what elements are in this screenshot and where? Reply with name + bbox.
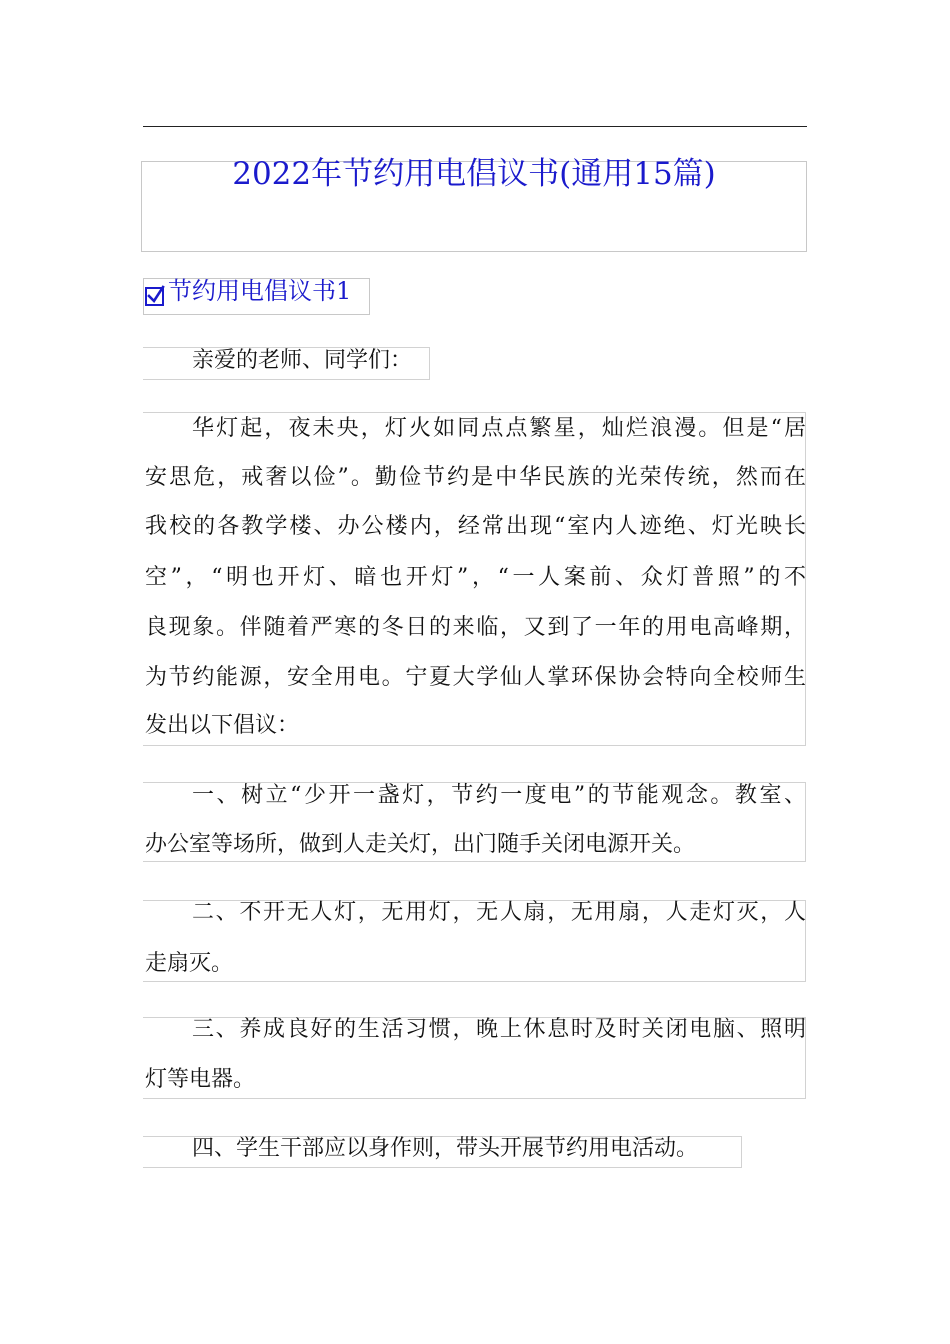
paragraph-line: 为节约能源，安全用电。宁夏大学仙人掌环保协会特向全校师生 — [145, 665, 806, 690]
item-line: 三、养成良好的生活习惯，晚上休息时及时关闭电脑、照明 — [192, 1017, 806, 1042]
section-heading: 节约用电倡议书1 — [168, 277, 352, 305]
paragraph-line: 华灯起，夜未央，灯火如同点点繁星，灿烂浪漫。但是“居 — [192, 416, 806, 441]
item-line: 二、不开无人灯，无用灯，无人扇，无用扇，人走灯灭，人 — [192, 900, 806, 925]
document-title: 2022年节约用电倡议书(通用15篇) — [232, 156, 716, 192]
item-line: 四、学生干部应以身作则，带头开展节约用电活动。 — [192, 1136, 699, 1161]
item-line: 灯等电器。 — [145, 1067, 256, 1092]
paragraph-line: 安思危，戒奢以俭”。勤俭节约是中华民族的光荣传统，然而在 — [145, 465, 806, 490]
paragraph-line: 发出以下倡议： — [145, 713, 300, 738]
item-line: 一、树立“少开一盏灯，节约一度电”的节能观念。教室、 — [192, 783, 806, 808]
header-rule — [143, 126, 807, 127]
paragraph-line: 良现象。伴随着严寒的冬日的来临，又到了一年的用电高峰期， — [145, 615, 806, 640]
item-line: 走扇灭。 — [145, 951, 234, 976]
checkbox-checked-icon — [145, 287, 164, 306]
greeting: 亲爱的老师、同学们： — [192, 348, 413, 373]
paragraph-line: 空”，“明也开灯、暗也开灯”，“一人案前、众灯普照”的不 — [145, 565, 806, 590]
item-line: 办公室等场所，做到人走关灯，出门随手关闭电源开关。 — [145, 832, 696, 857]
paragraph-line: 我校的各教学楼、办公楼内，经常出现“室内人迹绝、灯光映长 — [145, 514, 806, 539]
